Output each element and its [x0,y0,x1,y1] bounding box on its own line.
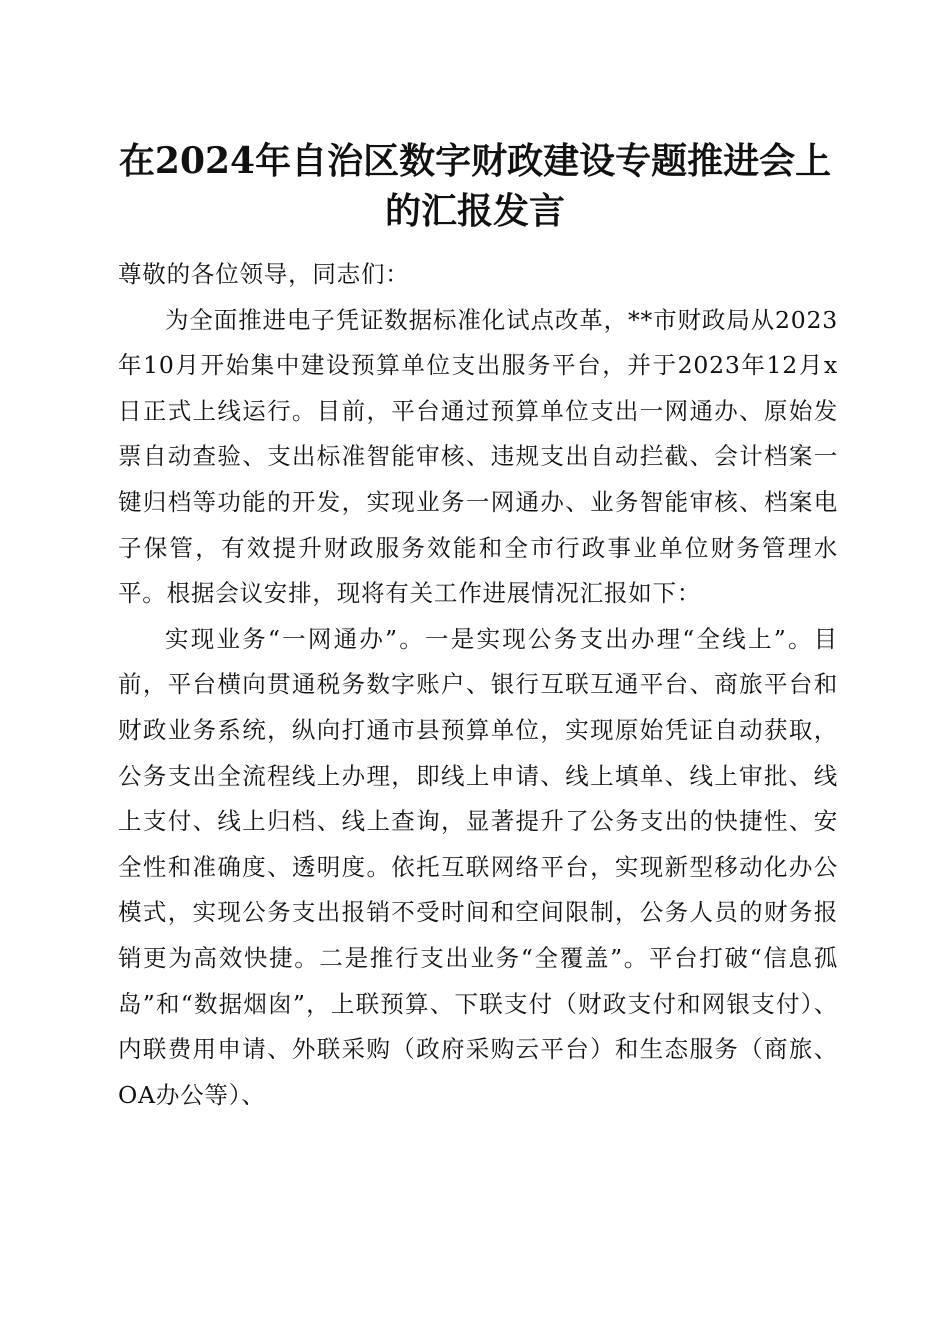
salutation: 尊敬的各位领导，同志们： [118,260,410,288]
title-line-1: 在2024年自治区数字财政建设专题推进会上 [118,140,832,182]
document-title [110,136,840,236]
paragraph-intro: 为全面推进电子凭证数据标准化试点改革，**市财政局从2023年10月开始集中建设预算单位支出服务平台，并于2023年12月x日正式上线运行。目前，平台通过预算单位支出一网通办、原始发票自动查验、支出标准智能审核、违规支出自动拦截、会计档案一键归档等功能的开发，实现业务一网通办、业务智能审核、档案电子保管，有效提升财政服务效能和全市行政事业单位财务管理水平。根据会议安排，现将有关工作进展情况汇报如下： [118,305,838,608]
title-line-2: 的汇报发言 [384,190,565,232]
document-body [118,252,838,1118]
paragraph-one-network: 实现业务“一网通办”。一是实现公务支出办理“全线上”。目前，平台横向贯通税务数字账户、银行互联互通平台、商旅平台和财政业务系统，纵向打通市县预算单位，实现原始凭证自动获取，公务支出全流程线上办理，即线上申请、线上填单、线上审批、线上支付、线上归档、线上查询，显著提升了公务支出的快捷性、安全性和准确度、透明度。依托互联网络平台，实现新型移动化办公模式，实现公务支出报销不受时间和空间限制，公务人员的财务报销更为高效快捷。二是推行支出业务“全覆盖”。平台打破“信息孤岛”和“数据烟囱”，上联预算、下联支付（财政支付和网银支付）、内联费用申请、外联采购（政府采购云平台）和生态服务（商旅、OA办公等）、 [118,624,838,1109]
